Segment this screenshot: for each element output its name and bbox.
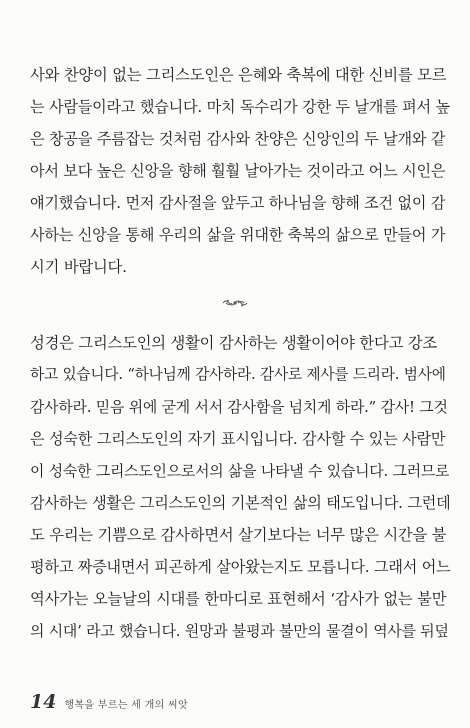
text-line: 감사하라. 믿음 위에 굳게 서서 감사함을 넘치게 하라.” 감사! 그것 [30, 398, 448, 416]
text-line: 성경은 그리스도인의 생활이 감사하는 생활이어야 한다고 강조 [30, 334, 437, 352]
text-line: 는 사람들이라고 했습니다. 마치 독수리가 강한 두 날개를 펴서 높 [30, 98, 450, 116]
page-number: 14 [30, 691, 57, 713]
text-line: 아서 보다 높은 신앙을 향해 훨훨 날아가는 것이라고 어느 시인은 [30, 162, 446, 180]
text-line: 은 창공을 주름잡는 것처럼 감사와 찬양은 신앙인의 두 날개와 같 [30, 130, 446, 148]
running-title: 행복을 부르는 세 개의 씨앗 [64, 700, 188, 711]
paragraph-1 [30, 59, 450, 283]
text-line: 시기 바랍니다. [30, 258, 127, 276]
text-line: 감사하는 생활은 그리스도인의 기본적인 삶의 태도입니다. 그런데 [30, 494, 451, 512]
ornament-icon [222, 297, 248, 309]
text-line: 사와 찬양이 없는 그리스도인은 은혜와 축복에 대한 신비를 모르 [30, 66, 447, 84]
text-line: 은 성숙한 그리스도인의 자기 표시입니다. 감사할 수 있는 사람만 [30, 430, 446, 448]
text-line: 의 시대’ 라고 했습니다. 원망과 불평과 불만의 물결이 역사를 뒤덮 [30, 622, 449, 640]
text-line: 평하고 짜증내면서 피곤하게 살아왔는지도 모릅니다. 그래서 어느 [30, 558, 451, 576]
text-line: 사하는 신앙을 통해 우리의 삶을 위대한 축복의 삶으로 만들어 가 [30, 226, 446, 244]
text-line: 도 우리는 기쁨으로 감사하면서 살기보다는 너무 많은 시간을 불 [30, 526, 447, 544]
text-line: 이 성숙한 그리스도인으로서의 삶을 나타낼 수 있습니다. 그러므로 [30, 462, 450, 480]
text-line: 하고 있습니다. “하나님께 감사하라. 감사로 제사를 드리라. 범사에 [30, 366, 446, 383]
page-footer [30, 691, 188, 711]
paragraph-2 [30, 327, 450, 647]
text-line: 얘기했습니다. 먼저 감사절을 앞두고 하나님을 향해 조건 없이 감 [30, 194, 446, 212]
text-line: 역사가는 오늘날의 시대를 한마디로 표현해서 ‘감사가 없는 불만 [30, 590, 447, 608]
